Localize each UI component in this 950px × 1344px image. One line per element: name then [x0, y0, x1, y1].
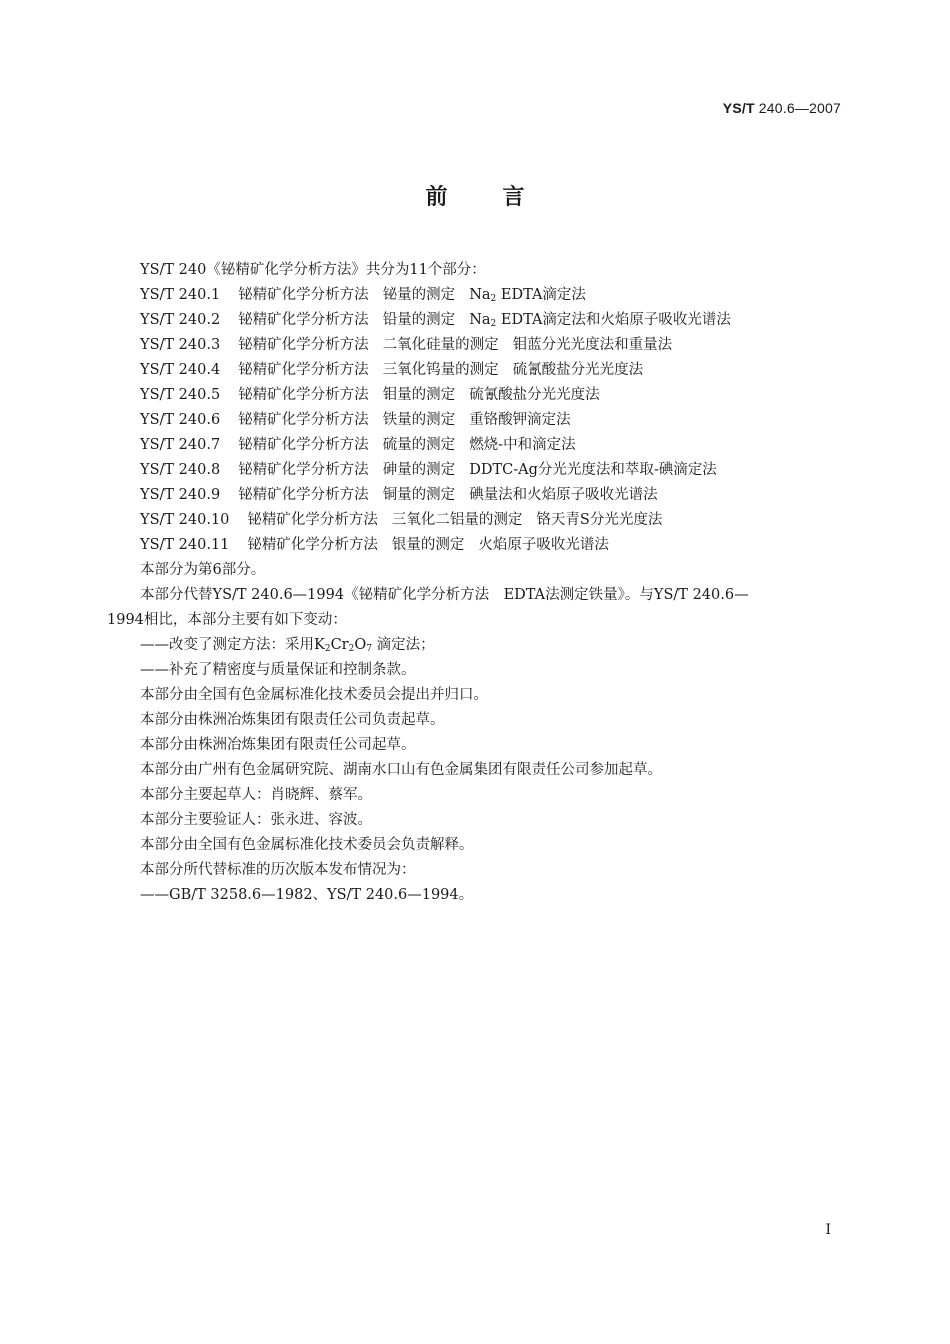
part-subject: 铁量的测定 [382, 412, 456, 428]
part-line-1 [107, 283, 842, 308]
part-line-2 [107, 308, 842, 333]
history-line: ——GB/T 3258.6—1982、YS/T 240.6—1994。 [140, 887, 474, 903]
part-code: YS/T 240.4 [140, 362, 221, 378]
interpreter-line: 本部分由全国有色金属标准化技术委员会负责解释。 [140, 837, 474, 853]
part-line-7 [107, 433, 842, 458]
part-subject: 铜量的测定 [382, 487, 456, 503]
part-technique: 钼蓝分光光度法和重量法 [512, 337, 673, 353]
formula-subscript: 2 [348, 644, 355, 654]
part-technique-subscript: 2 [490, 294, 497, 304]
this-part-line: 本部分为第6部分。 [140, 562, 266, 578]
part-subject: 三氧化二铝量的测定 [391, 512, 523, 528]
verifiers-line: 本部分主要验证人：张永进、容波。 [140, 812, 372, 828]
part-code: YS/T 240.9 [140, 487, 221, 503]
change-item-2: ——补充了精密度与质量保证和控制条款。 [140, 662, 416, 678]
change-item-1 [107, 633, 842, 658]
part-subject: 钼量的测定 [382, 387, 456, 403]
part-technique: 火焰原子吸收光谱法 [478, 537, 609, 553]
part-technique-rest: EDTA滴定法和火焰原子吸收光谱法 [500, 312, 731, 328]
part-subject: 砷量的测定 [382, 462, 456, 478]
part-subject: 铋量的测定 [382, 287, 456, 303]
intro-line: YS/T 240《铋精矿化学分析方法》共分为11个部分： [140, 262, 486, 278]
part-code: YS/T 240.6 [140, 412, 221, 428]
part-technique: 铬天青S分光光度法 [536, 512, 663, 528]
part-method: 铋精矿化学分析方法 [238, 437, 369, 453]
part-line-8 [107, 458, 842, 483]
drafter-org-line: 本部分由株洲冶炼集团有限责任公司起草。 [140, 737, 416, 753]
part-technique: 燃烧-中和滴定法 [469, 437, 576, 453]
part-subject: 三氧化钨量的测定 [382, 362, 499, 378]
part-technique: 碘量法和火焰原子吸收光谱法 [469, 487, 658, 503]
participants-line: 本部分由广州有色金属研究院、湖南水口山有色金属集团有限责任公司参加起草。 [140, 762, 662, 778]
part-line-4 [107, 358, 842, 383]
part-technique: DDTC-Ag分光光度法和萃取-碘滴定法 [469, 462, 717, 478]
part-technique: 重铬酸钾滴定法 [469, 412, 571, 428]
part-method: 铋精矿化学分析方法 [238, 462, 369, 478]
page-title: 前言 [425, 185, 580, 210]
part-method: 铋精矿化学分析方法 [247, 512, 378, 528]
part-subject: 硫量的测定 [382, 437, 456, 453]
history-intro-line: 本部分所代替标准的历次版本发布情况为： [140, 862, 416, 878]
part-line-5 [107, 383, 842, 408]
page-number: I [825, 1222, 831, 1238]
formula-text: O [354, 637, 367, 653]
part-technique: 硫氰酸盐分光光度法 [512, 362, 644, 378]
part-method: 铋精矿化学分析方法 [238, 312, 369, 328]
formula-subscript: 7 [366, 644, 372, 654]
part-line-3 [107, 333, 842, 358]
part-method: 铋精矿化学分析方法 [238, 337, 369, 353]
part-method: 铋精矿化学分析方法 [238, 487, 369, 503]
part-code: YS/T 240.5 [140, 387, 221, 403]
part-code: YS/T 240.2 [140, 312, 221, 328]
part-subject: 二氧化硅量的测定 [382, 337, 499, 353]
part-code: YS/T 240.1 [140, 287, 221, 303]
formula-text: Cr [330, 637, 349, 653]
part-code: YS/T 240.3 [140, 337, 221, 353]
document-code [723, 100, 841, 116]
part-line-11 [107, 533, 842, 558]
part-method: 铋精矿化学分析方法 [238, 362, 369, 378]
replaces-line-continued: 1994相比，本部分主要有如下变动： [107, 612, 347, 628]
part-code: YS/T 240.11 [140, 537, 230, 553]
part-technique-rest: EDTA滴定法 [500, 287, 586, 303]
part-line-9 [107, 483, 842, 508]
part-code: YS/T 240.8 [140, 462, 221, 478]
replaces-line: 本部分代替YS/T 240.6—1994《铋精矿化学分析方法 EDTA法测定铁量》。与YS/T 240.6— [140, 587, 749, 603]
part-method: 铋精矿化学分析方法 [247, 537, 378, 553]
part-technique: 硫氰酸盐分光光度法 [469, 387, 600, 403]
part-technique: Na [469, 287, 491, 303]
part-method: 铋精矿化学分析方法 [238, 412, 369, 428]
part-subject: 银量的测定 [391, 537, 465, 553]
drafters-line: 本部分主要起草人：肖晓辉、蔡军。 [140, 787, 372, 803]
change-text-end: 滴定法； [376, 637, 435, 653]
document-code-number: 240.6—2007 [754, 100, 841, 116]
responsible-line: 本部分由株洲冶炼集团有限责任公司负责起草。 [140, 712, 445, 728]
part-method: 铋精矿化学分析方法 [238, 287, 369, 303]
change-text: ——改变了测定方法：采用K [140, 637, 325, 653]
document-code-prefix: YS/T [722, 100, 755, 116]
part-code: YS/T 240.10 [140, 512, 230, 528]
proposer-line: 本部分由全国有色金属标准化技术委员会提出并归口。 [140, 687, 488, 703]
part-subject: 铅量的测定 [382, 312, 456, 328]
part-line-6 [107, 408, 842, 433]
part-code: YS/T 240.7 [140, 437, 221, 453]
part-technique: Na [469, 312, 491, 328]
part-technique-subscript: 2 [490, 319, 497, 329]
foreword-body [107, 258, 842, 908]
formula-subscript: 2 [324, 644, 331, 654]
part-method: 铋精矿化学分析方法 [238, 387, 369, 403]
part-line-10 [107, 508, 842, 533]
